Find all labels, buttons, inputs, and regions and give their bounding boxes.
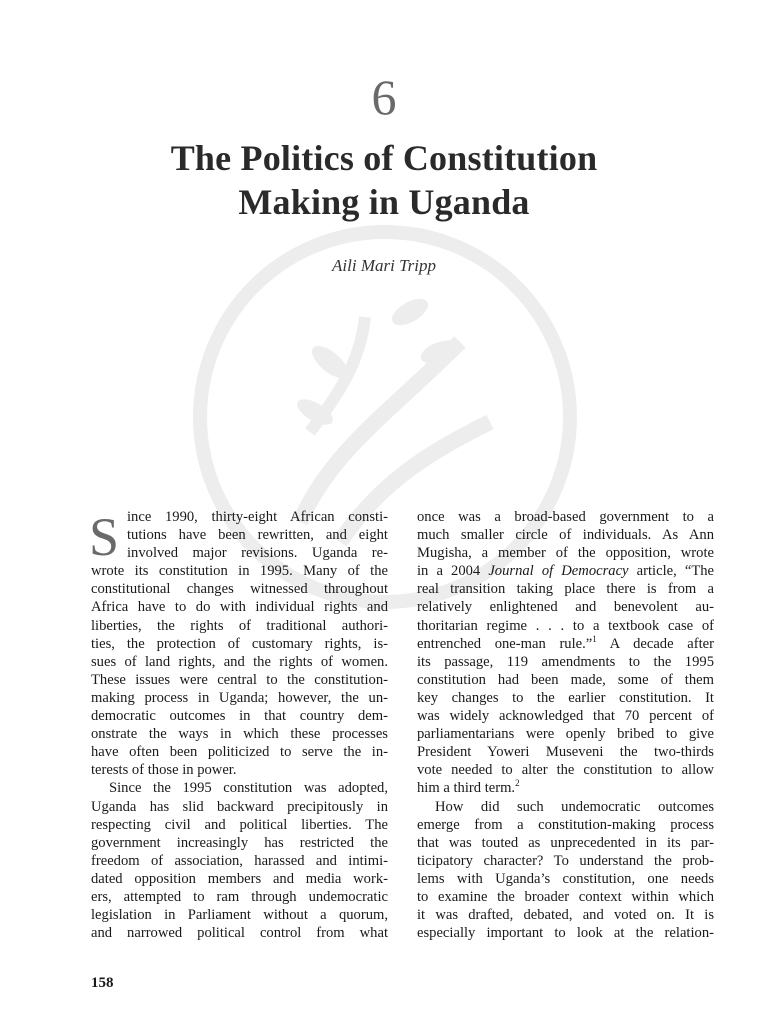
text-line: ers, attempted to ram through undemocratic: [91, 888, 388, 905]
page-number: 158: [91, 975, 114, 991]
text-segment: entrenched one-man rule.”: [417, 635, 593, 652]
text-line: President Yoweri Museveni the two-thirds: [417, 744, 714, 761]
text-line-with-footnote: [417, 779, 714, 797]
text-line: parliamentarians were openly bribed to give: [417, 726, 714, 743]
text-segment: in a 2004: [417, 563, 481, 580]
text-line: its passage, 119 amendments to the 1995: [417, 653, 714, 670]
text-line: have often been politicized to serve the in-: [91, 744, 388, 761]
text-line: ticipatory character? To understand the prob-: [417, 852, 714, 869]
footnote-ref[interactable]: 1: [592, 633, 597, 644]
text-line: terests of those in power.: [91, 762, 237, 779]
text-line: respecting civil and political liberties. The: [91, 816, 388, 833]
text-line: real transition taking place there is from a: [417, 581, 714, 598]
text-line: freedom of association, harassed and intimi-: [91, 852, 388, 869]
text-line: Africa have to do with individual rights and: [91, 599, 388, 616]
text-line: ince 1990, thirty-eight African consti-: [127, 509, 388, 525]
journal-title: Journal of Democracy: [488, 563, 629, 580]
drop-cap: S: [89, 507, 120, 567]
text-line: democratic outcomes in that country dem-: [91, 708, 388, 725]
text-line-with-footnote: [417, 635, 714, 653]
text-line: it was drafted, debated, and voted on. It is: [417, 907, 714, 924]
text-line: constitutional changes witnessed throughout: [91, 581, 388, 598]
text-segment: him a third term.: [417, 780, 516, 797]
text-line: ties, the protection of customary rights, is-: [91, 635, 388, 652]
text-line: lems with Uganda’s constitution, one needs: [417, 870, 714, 887]
text-line: making process in Uganda; however, the un-: [91, 689, 388, 706]
text-segment: article, “The: [636, 563, 715, 580]
text-line: Uganda has slid backward precipitously in: [91, 798, 388, 815]
text-line: involved major revisions. Uganda re-: [127, 545, 388, 562]
text-column-right: [417, 508, 714, 942]
text-line: Since the 1995 constitution was adopted,: [109, 780, 388, 797]
chapter-author: Aili Mari Tripp: [332, 256, 436, 275]
text-line: key changes to the earlier constitution. It: [417, 689, 714, 706]
text-line: These issues were central to the constitution-: [91, 671, 388, 688]
text-line: dated opposition members and media work-: [91, 870, 388, 887]
text-line: relatively enlightened and benevolent au-: [417, 599, 714, 616]
text-line: much smaller circle of individuals. As Ann: [417, 527, 714, 544]
footnote-ref[interactable]: 2: [515, 778, 520, 789]
text-line: sues of land rights, and the rights of women.: [91, 653, 388, 670]
text-line: thoritarian regime . . . to a textbook case of: [417, 617, 714, 634]
text-line: and narrowed political control from what: [91, 925, 388, 942]
chapter-title-line: Making in Uganda: [238, 182, 530, 222]
text-line: emerge from a constitution-making process: [417, 816, 714, 833]
text-line: wrote its constitution in 1995. Many of the: [91, 563, 388, 580]
text-column-left: [91, 508, 388, 942]
text-line: government increasingly has restricted the: [91, 834, 388, 851]
text-line: legislation in Parliament without a quorum,: [91, 907, 388, 924]
text-line: vote needed to alter the constitution to allow: [417, 762, 714, 779]
text-line: that was touted as unprecedented in its par-: [417, 834, 714, 851]
text-line: to examine the broader context within which: [417, 888, 714, 905]
text-line: once was a broad-based government to a: [417, 509, 714, 525]
text-line: especially important to look at the relation-: [417, 925, 714, 942]
text-line: onstrate the ways in which these processes: [91, 726, 388, 743]
text-line: was widely acknowledged that 70 percent of: [417, 708, 714, 725]
text-line: liberties, the rights of traditional authori-: [91, 617, 388, 634]
text-line: tutions have been rewritten, and eight: [127, 527, 388, 544]
text-line-with-citation: [417, 562, 714, 580]
text-line: How did such undemocratic outcomes: [435, 798, 714, 815]
text-line: Mugisha, a member of the opposition, wrote: [417, 545, 714, 562]
chapter-number: 6: [371, 69, 397, 125]
chapter-title: [0, 136, 768, 224]
text-line: constitution had been made, some of them: [417, 671, 714, 688]
chapter-title-line: The Politics of Constitution: [170, 138, 598, 178]
text-segment: A decade after: [596, 635, 714, 652]
